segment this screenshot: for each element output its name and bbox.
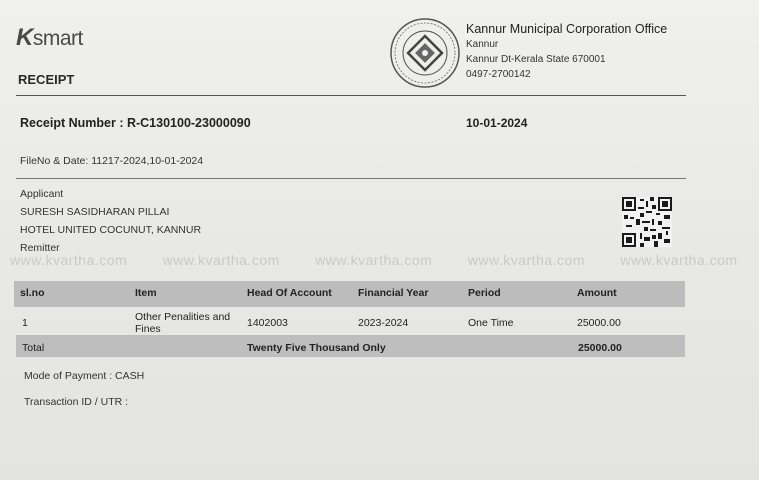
watermark-band <box>0 252 738 274</box>
office-address <box>466 22 667 82</box>
row-slno: 1 <box>22 317 28 329</box>
applicant-block <box>20 185 201 239</box>
total-in-words: Twenty Five Thousand Only <box>247 342 386 354</box>
file-info: FileNo & Date: 11217-2024,10-01-2024 <box>20 155 204 167</box>
watermark-text: www.kvartha.com <box>10 252 128 268</box>
watermark-text: www.kvartha.com <box>620 252 738 268</box>
row-financial-year: 2023-2024 <box>358 317 409 329</box>
watermark-text: www.kvartha.com <box>315 252 433 268</box>
corporation-seal-icon <box>389 17 461 89</box>
watermark-text: www.kvartha.com <box>162 252 280 268</box>
row-item <box>135 311 230 335</box>
total-amount: 25000.00 <box>578 342 622 354</box>
remitter-label: Remitter <box>20 242 60 254</box>
col-header-slno: sl.no <box>20 287 45 299</box>
applicant-address: HOTEL UNITED COCUNUT, KANNUR <box>20 224 202 236</box>
applicant-name: SURESH SASIDHARAN PILLAI <box>20 206 170 218</box>
col-header-period: Period <box>468 287 501 299</box>
office-phone: 0497-2700142 <box>466 69 531 80</box>
col-header-amount: Amount <box>577 287 617 299</box>
applicant-label: Applicant <box>20 188 64 200</box>
row-period: One Time <box>468 317 514 329</box>
col-header-financial-year: Financial Year <box>358 287 429 299</box>
receipt-date: 10-01-2024 <box>466 116 528 130</box>
receipt-title: RECEIPT <box>18 72 75 87</box>
col-header-item: Item <box>135 287 157 299</box>
office-line-1: Kannur <box>466 39 499 50</box>
col-header-head-of-account: Head Of Account <box>247 287 332 299</box>
payment-mode: Mode of Payment : CASH <box>24 370 145 382</box>
row-amount: 25000.00 <box>577 317 621 329</box>
office-line-2: Kannur Dt-Kerala State 670001 <box>466 54 606 65</box>
file-divider <box>16 178 686 179</box>
transaction-id: Transaction ID / UTR : <box>24 396 129 408</box>
watermark-text: www.kvartha.com <box>467 252 585 268</box>
office-name: Kannur Municipal Corporation Office <box>466 22 668 36</box>
header-divider <box>16 95 686 96</box>
row-head-of-account: 1402003 <box>247 317 288 329</box>
total-label: Total <box>22 342 45 354</box>
row-item-line-2: Fines <box>135 323 161 335</box>
row-item-line-1: Other Penalities and <box>135 311 231 323</box>
receipt-number: Receipt Number : R-C130100-23000090 <box>20 116 251 130</box>
qr-code-icon <box>622 197 672 247</box>
ksmart-logo-text: smart <box>32 27 83 50</box>
ksmart-logo-k: K <box>16 24 33 51</box>
ksmart-logo <box>16 24 83 52</box>
